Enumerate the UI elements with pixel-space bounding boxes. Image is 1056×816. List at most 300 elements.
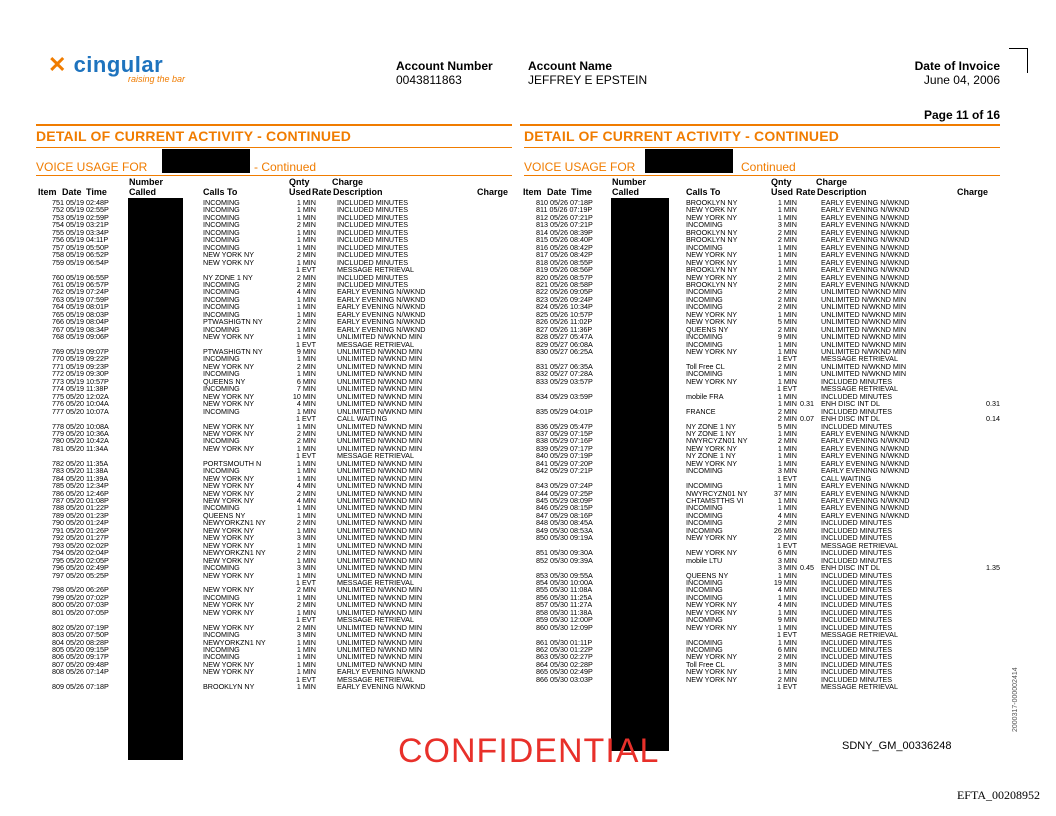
row-calls-to: INCOMING <box>203 287 240 297</box>
row-description: UNLIMITED N/WKND MIN <box>821 332 907 342</box>
col-called: Called <box>129 187 157 197</box>
row-description: EARLY EVENING N/WKND <box>821 220 910 230</box>
row-description: MESSAGE RETRIEVAL <box>337 451 414 461</box>
row-item-date-time: 839 05/29 07:17P <box>536 443 593 453</box>
row-item-date-time: 791 05/20 01:26P <box>52 525 109 535</box>
row-description: EARLY EVENING N/WKND <box>821 272 910 282</box>
row-qnty-used: 2 MIN <box>296 518 316 528</box>
row-qnty-used: 6 MIN <box>777 548 797 558</box>
row-item-date-time: 779 05/20 10:36A <box>52 428 109 438</box>
row-item-date-time: 827 05/26 11:36P <box>536 324 593 334</box>
row-qnty-used: 1 MIN <box>296 570 316 580</box>
row-qnty-used: 1 EVT <box>296 451 316 461</box>
row-item-date-time: 851 05/30 09:30A <box>536 548 593 558</box>
row-description: UNLIMITED N/WKND MIN <box>337 548 423 558</box>
row-calls-to: BROOKLYN NY <box>686 265 738 275</box>
row-calls-to: Toll Free CL <box>686 659 725 669</box>
row-qnty-used: 1 MIN <box>296 324 316 334</box>
row-qnty-used: 37 MIN <box>773 488 797 498</box>
col-description: Description <box>817 187 867 197</box>
row-description: EARLY EVENING N/WKND <box>337 317 426 327</box>
row-calls-to: NEW YORK NY <box>203 391 254 401</box>
voice-usage-label-right: VOICE USAGE FOR <box>524 160 636 174</box>
bates-number: SDNY_GM_00336248 <box>842 740 952 752</box>
row-item-date-time: 795 05/20 02:05P <box>52 555 109 565</box>
footer-id: EFTA_00208952 <box>956 788 1040 802</box>
row-item-date-time: 861 05/30 01:11P <box>536 637 593 647</box>
row-description: UNLIMITED N/WKND MIN <box>337 510 423 520</box>
row-description: UNLIMITED N/WKND MIN <box>821 309 907 319</box>
row-description: UNLIMITED N/WKND MIN <box>337 384 423 394</box>
row-qnty-used: 2 MIN <box>296 428 316 438</box>
row-calls-to: INCOMING <box>686 242 723 252</box>
row-calls-to: INCOMING <box>686 466 723 476</box>
row-item-date-time: 767 05/19 08:34P <box>52 324 109 334</box>
row-description: EARLY EVENING N/WKND <box>821 496 910 505</box>
row-qnty-used: 1 MIN <box>777 198 797 207</box>
row-calls-to: NY ZONE 1 NY <box>686 421 736 431</box>
row-description: CALL WAITING <box>337 414 388 424</box>
row-qnty-used: 1 EVT <box>296 577 316 587</box>
row-qnty-used: 1 EVT <box>296 674 316 684</box>
row-description: UNLIMITED N/WKND MIN <box>337 607 423 617</box>
row-item-date-time: 832 05/27 07:28A <box>536 369 593 379</box>
row-description: INCLUDED MINUTES <box>337 205 409 215</box>
logo-wordmark: cingular <box>73 52 164 77</box>
row-description: UNLIMITED N/WKND MIN <box>337 652 423 662</box>
row-calls-to: NEW YORK NY <box>686 376 737 386</box>
row-item-date-time: 776 05/20 10:04A <box>52 399 109 409</box>
row-description: INCLUDED MINUTES <box>821 637 893 647</box>
row-description: ENH DISC INT DL <box>821 414 880 424</box>
row-item-date-time: 800 05/20 07:03P <box>52 600 109 610</box>
row-qnty-used: 1 MIN <box>296 369 316 379</box>
row-item-date-time: 761 05/19 06:57P <box>52 279 109 289</box>
row-description: INCLUDED MINUTES <box>821 674 893 684</box>
row-description: UNLIMITED N/WKND MIN <box>821 287 907 297</box>
row-qnty-used: 1 EVT <box>296 339 316 349</box>
row-item-date-time: 807 05/20 09:48P <box>52 659 109 669</box>
row-calls-to: INCOMING <box>686 518 723 528</box>
row-description: UNLIMITED N/WKND MIN <box>337 518 423 528</box>
row-item-date-time: 804 05/20 08:28P <box>52 637 109 647</box>
row-item-date-time: 824 05/26 10:34P <box>536 302 593 312</box>
row-qnty-used: 1 MIN <box>777 369 797 379</box>
row-calls-to: INCOMING <box>686 577 723 587</box>
table-row <box>0 542 1056 549</box>
row-item-date-time: 780 05/20 10:42A <box>52 436 109 446</box>
row-qnty-used: 1 EVT <box>777 682 797 692</box>
row-item-date-time: 850 05/30 09:19A <box>536 533 593 543</box>
row-qnty-used: 2 MIN <box>296 488 316 498</box>
row-description: EARLY EVENING N/WKND <box>821 227 910 237</box>
row-qnty-used: 7 MIN <box>296 384 316 394</box>
row-item-date-time: 806 05/20 09:17P <box>52 652 109 662</box>
row-qnty-used: 2 MIN <box>296 250 316 260</box>
row-calls-to: Toll Free CL <box>686 361 725 371</box>
row-qnty-used: 1 MIN <box>777 607 797 617</box>
row-item-date-time: 813 05/26 07:21P <box>536 220 593 230</box>
row-item-date-time: 755 05/19 03:34P <box>52 227 109 237</box>
table-row <box>0 661 1056 668</box>
row-description: UNLIMITED N/WKND MIN <box>337 533 423 543</box>
col-rate: Rate <box>312 187 332 197</box>
row-calls-to: NEW YORK NY <box>203 667 254 677</box>
row-qnty-used: 2 MIN <box>296 548 316 558</box>
row-description: INCLUDED MINUTES <box>821 645 893 654</box>
row-item-date-time: 757 05/19 05:50P <box>52 242 109 252</box>
row-calls-to: NEW YORK NY <box>686 347 737 356</box>
row-calls-to: NEW YORK NY <box>686 600 737 610</box>
row-item-date-time: 803 05/20 07:50P <box>52 630 109 640</box>
row-description: MESSAGE RETRIEVAL <box>821 630 898 640</box>
row-description: ENH DISC INT DL <box>821 399 880 409</box>
row-qnty-used: 1 MIN <box>777 250 797 260</box>
table-row <box>0 653 1056 660</box>
col-number-top: Number <box>612 177 647 187</box>
row-item-date-time: 857 05/30 11:27A <box>536 600 593 610</box>
row-calls-to: INCOMING <box>203 592 240 602</box>
row-calls-to: NEW YORK NY <box>686 607 737 617</box>
row-qnty-used: 2 MIN <box>777 279 797 289</box>
row-qnty-used: 2 MIN <box>296 279 316 289</box>
row-calls-to: QUEENS NY <box>203 510 246 520</box>
row-item-date-time: 777 05/20 10:07A <box>52 406 109 416</box>
voice-usage-label-left: VOICE USAGE FOR <box>36 160 148 174</box>
row-qnty-used: 1 MIN <box>296 242 316 252</box>
row-item-date-time: 802 05/20 07:19P <box>52 622 109 632</box>
row-description: UNLIMITED N/WKND MIN <box>337 399 423 409</box>
row-description: UNLIMITED N/WKND MIN <box>337 622 423 632</box>
col-time: Time <box>86 187 107 197</box>
row-calls-to: NEW YORK NY <box>686 212 737 222</box>
row-description: EARLY EVENING N/WKND <box>821 257 910 267</box>
row-calls-to: NEW YORK NY <box>203 361 254 371</box>
section-title-right: DETAIL OF CURRENT ACTIVITY - CONTINUED <box>524 128 840 144</box>
row-description: UNLIMITED N/WKND MIN <box>821 361 907 371</box>
row-calls-to: INCOMING <box>686 525 723 535</box>
continued-label-right: Continued <box>741 160 796 174</box>
row-item-date-time: 817 05/26 08:42P <box>536 250 593 260</box>
row-item-date-time: 765 05/19 08:03P <box>52 309 109 319</box>
row-qnty-used: 4 MIN <box>296 481 316 491</box>
row-description: EARLY EVENING N/WKND <box>821 510 910 520</box>
account-name-label: Account Name <box>528 59 613 73</box>
row-calls-to: NEW YORK NY <box>203 250 254 260</box>
row-qnty-used: 1 MIN <box>296 637 316 647</box>
row-qnty-used: 1 MIN <box>296 503 316 513</box>
row-description: EARLY EVENING N/WKND <box>821 503 910 513</box>
table-row <box>0 557 1056 564</box>
row-item-date-time: 848 05/30 08:45A <box>536 518 593 528</box>
account-name: JEFFREY E EPSTEIN <box>528 73 648 87</box>
row-qnty-used: 1 EVT <box>777 630 797 640</box>
row-qnty-used: 3 MIN <box>296 533 316 543</box>
row-item-date-time: 815 05/26 08:40P <box>536 235 593 245</box>
row-calls-to: mobile FRA <box>686 391 724 401</box>
row-item-date-time: 820 05/26 08:57P <box>536 272 593 282</box>
row-calls-to: NEW YORK NY <box>203 607 254 617</box>
row-qnty-used: 1 EVT <box>777 384 797 394</box>
row-qnty-used: 3 MIN <box>777 659 797 669</box>
row-description: UNLIMITED N/WKND MIN <box>337 428 423 438</box>
row-calls-to: NEW YORK NY <box>203 622 254 632</box>
row-description: INCLUDED MINUTES <box>337 198 409 207</box>
row-description: MESSAGE RETRIEVAL <box>337 339 414 349</box>
row-calls-to: NEW YORK NY <box>203 600 254 610</box>
confidential-stamp: CONFIDENTIAL <box>398 732 660 770</box>
row-calls-to: INCOMING <box>686 592 723 602</box>
row-qnty-used: 1 MIN <box>777 257 797 267</box>
col-charge-top: Charge <box>816 177 848 187</box>
row-qnty-used: 2 MIN <box>777 406 797 416</box>
row-description: EARLY EVENING N/WKND <box>821 250 910 260</box>
row-qnty-used: 1 MIN <box>296 309 316 319</box>
row-calls-to: INCOMING <box>203 630 240 640</box>
row-description: UNLIMITED N/WKND MIN <box>337 525 423 535</box>
row-calls-to: BROOKLYN NY <box>686 235 738 245</box>
row-qnty-used: 2 MIN <box>777 652 797 662</box>
row-calls-to: NEW YORK NY <box>203 540 254 550</box>
row-item-date-time: 844 05/29 07:25P <box>536 488 593 498</box>
row-calls-to: NEW YORK NY <box>203 488 254 498</box>
row-qnty-used: 2 MIN <box>777 414 797 424</box>
row-item-date-time: 763 05/19 07:59P <box>52 294 109 304</box>
row-description: UNLIMITED N/WKND MIN <box>337 600 423 610</box>
row-qnty-used: 2 MIN <box>296 600 316 610</box>
row-calls-to: INCOMING <box>203 369 240 379</box>
row-calls-to: INCOMING <box>203 563 240 573</box>
row-qnty-used: 9 MIN <box>296 347 316 356</box>
row-qnty-used: 1 EVT <box>777 473 797 483</box>
row-item-date-time: 858 05/30 11:38A <box>536 607 593 617</box>
page-number: Page 11 of 16 <box>923 108 1000 122</box>
row-item-date-time: 794 05/20 02:04P <box>52 548 109 558</box>
row-item-date-time: 814 05/26 08:39P <box>536 227 593 237</box>
row-item-date-time: 790 05/20 01:24P <box>52 518 109 528</box>
table-row <box>0 564 1056 571</box>
row-calls-to: INCOMING <box>686 302 723 312</box>
row-item-date-time: 793 05/20 02:02P <box>52 540 109 550</box>
row-qnty-used: 1 MIN <box>296 682 316 692</box>
row-qnty-used: 1 MIN <box>296 607 316 617</box>
cingular-logo <box>48 52 185 84</box>
row-qnty-used: 1 MIN <box>296 667 316 677</box>
row-item-date-time: 843 05/29 07:24P <box>536 481 593 491</box>
row-qnty-used: 2 MIN <box>296 622 316 632</box>
row-description: INCLUDED MINUTES <box>821 376 893 386</box>
table-row <box>0 609 1056 616</box>
row-calls-to: QUEENS NY <box>686 570 729 580</box>
row-description: UNLIMITED N/WKND MIN <box>337 637 423 647</box>
row-calls-to: NWYRCYZN01 NY <box>686 436 748 446</box>
row-calls-to: INCOMING <box>686 369 723 379</box>
row-qnty-used: 1 EVT <box>777 540 797 550</box>
row-calls-to: CHTAMSTTHS VI <box>686 496 744 505</box>
row-calls-to: NEW YORK NY <box>203 399 254 409</box>
row-item-date-time: 789 05/20 01:23P <box>52 510 109 520</box>
row-description: EARLY EVENING N/WKND <box>337 287 426 297</box>
row-qnty-used: 2 MIN <box>777 324 797 334</box>
col-item: Item <box>38 187 57 197</box>
row-description: INCLUDED MINUTES <box>337 235 409 245</box>
row-calls-to: NEWYORKZN1 NY <box>203 548 266 558</box>
row-calls-to: NEW YORK NY <box>203 332 254 342</box>
row-item-date-time: 770 05/19 09:22P <box>52 354 109 364</box>
row-description: UNLIMITED N/WKND MIN <box>337 332 423 342</box>
row-description: UNLIMITED N/WKND MIN <box>337 369 423 379</box>
table-row <box>0 601 1056 608</box>
row-charge: 0.14 <box>986 414 1000 424</box>
row-calls-to: INCOMING <box>203 645 240 654</box>
col-time: Time <box>571 187 592 197</box>
row-item-date-time: 842 05/29 07:21P <box>536 466 593 476</box>
row-description: UNLIMITED N/WKND MIN <box>337 496 423 505</box>
row-description: INCLUDED MINUTES <box>337 257 409 267</box>
row-description: EARLY EVENING N/WKND <box>821 436 910 446</box>
row-description: UNLIMITED N/WKND MIN <box>337 391 423 401</box>
row-qnty-used: 2 MIN <box>296 361 316 371</box>
row-calls-to: NEW YORK NY <box>686 309 737 319</box>
col-qnty: Qnty <box>289 177 310 187</box>
row-description: UNLIMITED N/WKND MIN <box>337 436 423 446</box>
row-description: EARLY EVENING N/WKND <box>821 466 910 476</box>
row-description: EARLY EVENING N/WKND <box>821 428 910 438</box>
col-calls-to: Calls To <box>686 187 721 197</box>
row-qnty-used: 9 MIN <box>777 615 797 625</box>
col-charge-top: Charge <box>332 177 364 187</box>
row-qnty-used: 1 MIN <box>777 667 797 677</box>
row-description: INCLUDED MINUTES <box>821 518 893 528</box>
row-item-date-time: 853 05/30 09:55A <box>536 570 593 580</box>
row-item-date-time: 835 05/29 04:01P <box>536 406 593 416</box>
row-qnty-used: 1 MIN <box>296 510 316 520</box>
table-row <box>0 594 1056 601</box>
row-calls-to: NEW YORK NY <box>203 428 254 438</box>
row-item-date-time: 797 05/20 05:25P <box>52 570 109 580</box>
section-divider-left <box>36 124 512 126</box>
row-calls-to: INCOMING <box>203 302 240 312</box>
row-description: INCLUDED MINUTES <box>821 555 893 565</box>
row-calls-to: PORTSMOUTH N <box>203 458 262 468</box>
row-description: UNLIMITED N/WKND MIN <box>337 481 423 491</box>
side-stamp: 2000317-000002414 <box>1012 667 1019 732</box>
row-qnty-used: 1 MIN <box>296 406 316 416</box>
row-qnty-used: 2 MIN <box>296 585 316 595</box>
row-calls-to: INCOMING <box>686 503 723 513</box>
table-row <box>0 586 1056 593</box>
row-calls-to: NEW YORK NY <box>686 458 737 468</box>
row-calls-to: INCOMING <box>686 585 723 595</box>
row-item-date-time: 783 05/20 11:38A <box>52 466 109 476</box>
row-description: EARLY EVENING N/WKND <box>821 198 910 207</box>
table-row <box>0 631 1056 638</box>
row-calls-to: NEW YORK NY <box>203 443 254 453</box>
row-qnty-used: 19 MIN <box>773 577 797 587</box>
row-calls-to: INCOMING <box>203 436 240 446</box>
row-qnty-used: 6 MIN <box>777 645 797 654</box>
row-qnty-used: 6 MIN <box>296 376 316 386</box>
row-calls-to: INCOMING <box>686 645 723 654</box>
row-item-date-time: 781 05/20 11:34A <box>52 443 109 453</box>
col-used: Used <box>289 187 312 197</box>
row-calls-to: NEW YORK NY <box>686 272 737 282</box>
row-item-date-time: 837 05/29 07:15P <box>536 428 593 438</box>
row-item-date-time: 860 05/30 12:09P <box>536 622 593 632</box>
table-row <box>0 616 1056 623</box>
row-calls-to: INCOMING <box>203 212 240 222</box>
row-description: UNLIMITED N/WKND MIN <box>337 406 423 416</box>
row-calls-to: INCOMING <box>203 354 240 364</box>
table-row <box>0 400 1056 407</box>
row-qnty-used: 1 EVT <box>777 354 797 364</box>
row-description: UNLIMITED N/WKND MIN <box>337 630 423 640</box>
row-calls-to: NEW YORK NY <box>203 533 254 543</box>
row-description: MESSAGE RETRIEVAL <box>337 577 414 587</box>
row-description: UNLIMITED N/WKND MIN <box>337 473 423 483</box>
col-charge: Charge <box>477 187 509 197</box>
col-used: Used <box>771 187 794 197</box>
row-calls-to: NEW YORK NY <box>203 257 254 267</box>
row-calls-to: NEW YORK NY <box>203 659 254 669</box>
row-description: INCLUDED MINUTES <box>821 622 893 632</box>
row-qnty-used: 4 MIN <box>296 287 316 297</box>
row-item-date-time: 840 05/29 07:19P <box>536 451 593 461</box>
section-underline-right <box>524 147 1000 148</box>
table-row <box>0 385 1056 392</box>
voice-underline-right <box>524 175 1000 176</box>
row-item-date-time: 799 05/20 07:02P <box>52 592 109 602</box>
row-calls-to: NY ZONE 1 NY <box>203 272 253 282</box>
row-item-date-time: 768 05/19 09:06P <box>52 332 109 342</box>
row-item-date-time: 818 05/26 08:55P <box>536 257 593 267</box>
row-description: INCLUDED MINUTES <box>337 220 409 230</box>
row-qnty-used: 1 MIN <box>777 496 797 505</box>
row-item-date-time: 810 05/26 07:18P <box>536 198 593 207</box>
account-number-label: Account Number <box>396 59 493 73</box>
row-item-date-time: 821 05/26 08:58P <box>536 279 593 289</box>
row-description: UNLIMITED N/WKND MIN <box>337 443 423 453</box>
row-calls-to: INCOMING <box>203 227 240 237</box>
row-calls-to: NEW YORK NY <box>203 555 254 565</box>
row-qnty-used: 1 MIN <box>296 235 316 245</box>
row-item-date-time: 841 05/29 07:20P <box>536 458 593 468</box>
row-qnty-used: 1 MIN <box>777 503 797 513</box>
row-description: EARLY EVENING N/WKND <box>821 242 910 252</box>
row-qnty-used: 1 MIN <box>777 428 797 438</box>
row-item-date-time: 847 05/29 08:16P <box>536 510 593 520</box>
row-qnty-used: 1 MIN <box>296 257 316 267</box>
row-item-date-time: 823 05/26 09:24P <box>536 294 593 304</box>
row-calls-to: INCOMING <box>686 481 723 491</box>
row-qnty-used: 2 MIN <box>777 302 797 312</box>
row-description: MESSAGE RETRIEVAL <box>337 265 414 275</box>
row-qnty-used: 3 MIN <box>777 466 797 476</box>
row-item-date-time: 752 05/19 02:55P <box>52 205 109 215</box>
invoice-date: June 04, 2006 <box>923 73 1000 87</box>
row-qnty-used: 1 MIN <box>296 354 316 364</box>
row-calls-to: INCOMING <box>203 466 240 476</box>
row-item-date-time: 864 05/30 02:28P <box>536 659 593 669</box>
row-qnty-used: 1 MIN <box>296 525 316 535</box>
row-description: EARLY EVENING N/WKND <box>821 212 910 222</box>
row-calls-to: mobile LTU <box>686 555 723 565</box>
row-qnty-used: 1 MIN <box>777 242 797 252</box>
row-calls-to: FRANCE <box>686 406 716 416</box>
row-qnty-used: 10 MIN <box>292 391 316 401</box>
logo-tagline: raising the bar <box>128 74 186 84</box>
row-calls-to: NEW YORK NY <box>686 533 737 543</box>
